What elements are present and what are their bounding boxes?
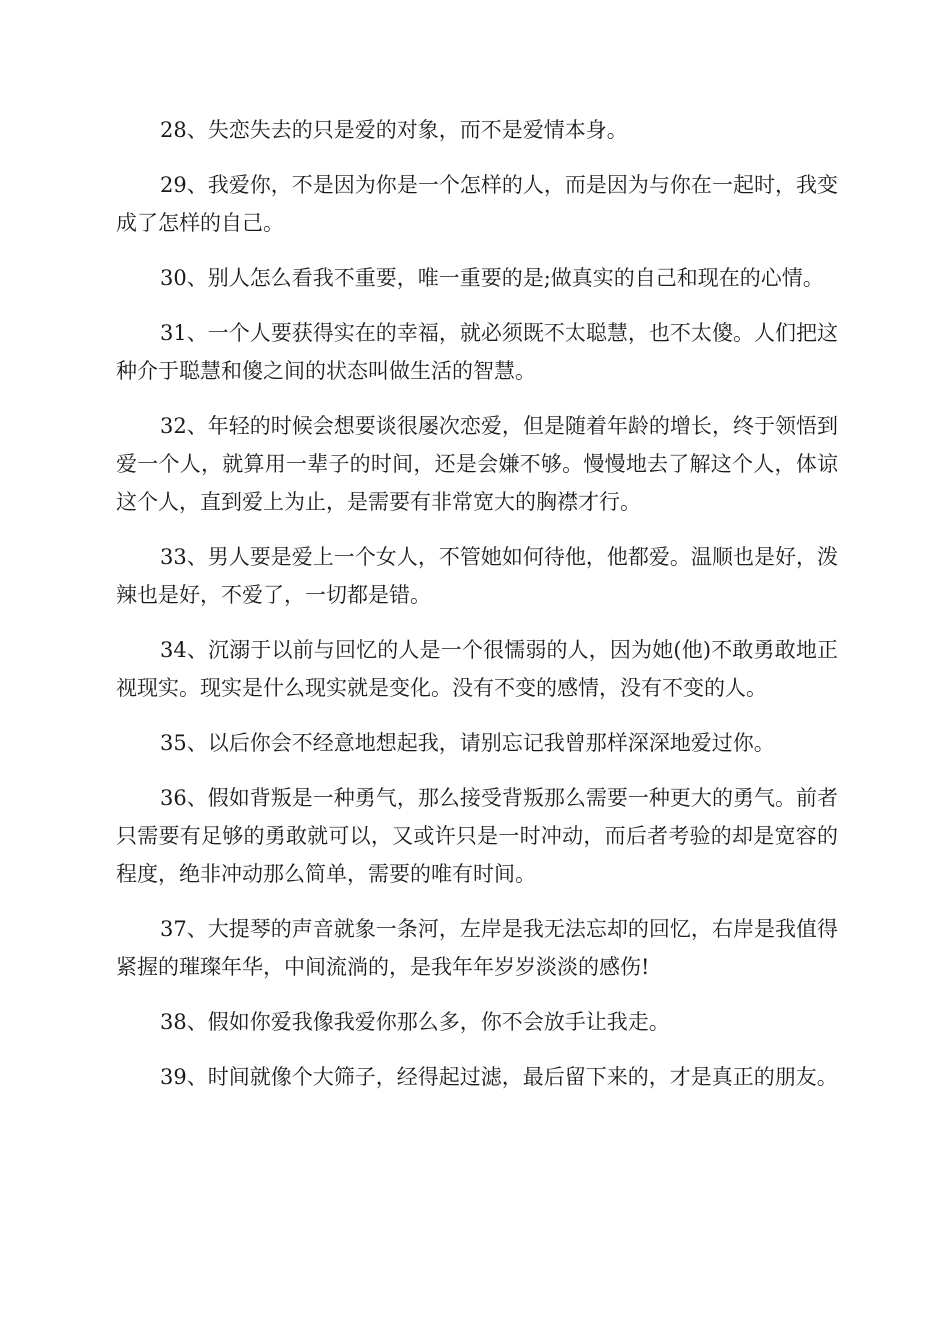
paragraph-34: 34、沉溺于以前与回忆的人是一个很懦弱的人，因为她(他)不敢勇敢地正视现实。现实是什么现实就是变化。没有不变的感情，没有不变的人。: [116, 638, 838, 700]
paragraph-32: 32、年轻的时候会想要谈很屡次恋爱，但是随着年龄的增长，终于领悟到爱一个人，就算用一辈子的时间，还是会嫌不够。慢慢地去了解这个人，体谅这个人，直到爱上为止，是需要有非常宽大的胸襟才行。: [116, 414, 838, 514]
paragraph-35: 35、以后你会不经意地想起我，请别忘记我曾那样深深地爱过你。: [160, 731, 775, 755]
paragraph-28: 28、失恋失去的只是爱的对象，而不是爱情本身。: [160, 118, 628, 142]
paragraph-36: 36、假如背叛是一种勇气，那么接受背叛那么需要一种更大的勇气。前者只需要有足够的勇敢就可以，又或许只是一时冲动，而后者考验的却是宽容的程度，绝非冲动那么简单，需要的唯有时间。: [116, 786, 838, 886]
paragraph-29: 29、我爱你，不是因为你是一个怎样的人，而是因为与你在一起时，我变成了怎样的自己。: [116, 173, 838, 235]
paragraph-30: 30、别人怎么看我不重要，唯一重要的是;做真实的自己和现在的心情。: [160, 266, 824, 290]
paragraph-38: 38、假如你爱我像我爱你那么多，你不会放手让我走。: [160, 1010, 670, 1034]
paragraph-37: 37、大提琴的声音就象一条河，左岸是我无法忘却的回忆，右岸是我值得紧握的璀璨年华，中间流淌的，是我年年岁岁淡淡的感伤!: [116, 917, 838, 979]
document-page: [116, 111, 838, 1113]
paragraph-31: 31、一个人要获得实在的幸福，就必须既不太聪慧，也不太傻。人们把这种介于聪慧和傻之间的状态叫做生活的智慧。: [116, 321, 838, 383]
paragraph-33: 33、男人要是爱上一个女人，不管她如何待他，他都爱。温顺也是好，泼辣也是好，不爱了，一切都是错。: [116, 545, 838, 607]
paragraph-39: 39、时间就像个大筛子，经得起过滤，最后留下来的，才是真正的朋友。: [160, 1065, 838, 1089]
